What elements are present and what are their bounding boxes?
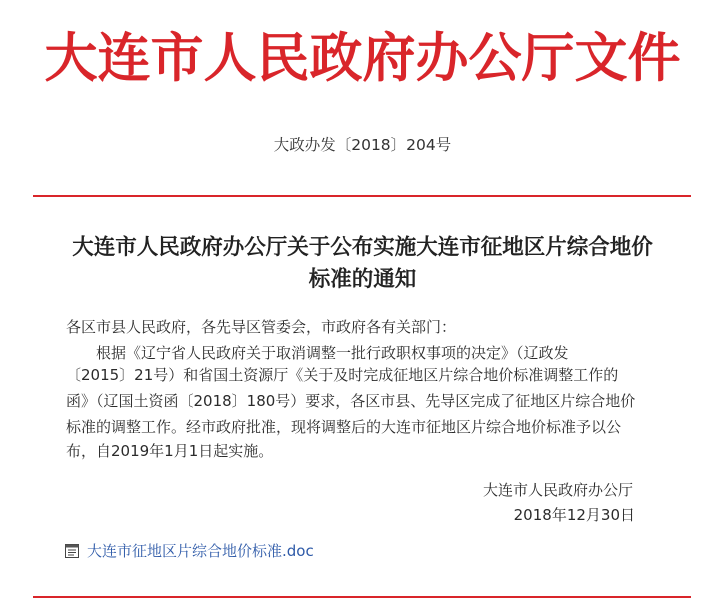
header-divider	[33, 195, 691, 197]
attachment-item[interactable]	[64, 540, 314, 562]
notice-title	[20, 232, 705, 296]
body-paragraph-line: 根据《辽宁省人民政府关于取消调整一批行政职权事项的决定》（辽政发	[96, 344, 569, 362]
salutation: 各区市县人民政府，各先导区管委会，市政府各有关部门：	[66, 318, 457, 336]
body-paragraph-line: 〔2015〕21号）和省国土资源厅《关于及时完成征地区片综合地价标准调整工作的	[66, 366, 619, 384]
document-number: 大政办发〔2018〕204号	[273, 136, 452, 154]
body-paragraph-line: 函》（辽国土资函〔2018〕180号）要求，各区市县、先导区完成了征地区片综合地价	[66, 392, 636, 410]
document-header-title: 大连市人民政府办公厅文件	[44, 27, 681, 89]
notice-title-line-1: 大连市人民政府办公厅关于公布实施大连市征地区片综合地价	[72, 235, 653, 260]
body-paragraph-line: 标准的调整工作。经市政府批准，现将调整后的大连市征地区片综合地价标准予以公	[66, 418, 622, 436]
issue-date: 2018年12月30日	[513, 506, 635, 524]
attachment-link[interactable]: 大连市征地区片综合地价标准.doc	[87, 542, 314, 560]
word-document-icon	[64, 543, 80, 559]
issuer-signature: 大连市人民政府办公厅	[482, 481, 633, 499]
body-paragraph-line: 布，自2019年1月1日起实施。	[66, 442, 274, 460]
notice-title-line-2: 标准的通知	[308, 267, 417, 292]
footer-divider	[33, 596, 691, 598]
